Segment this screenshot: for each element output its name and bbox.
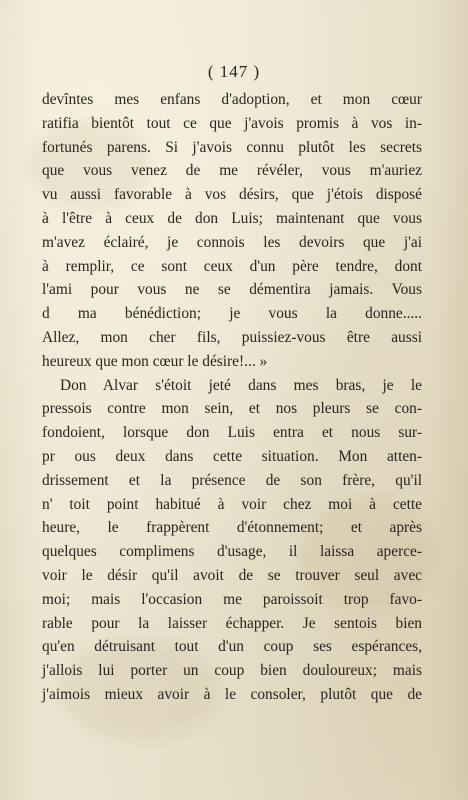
page-number: ( 147 ) <box>207 62 261 81</box>
text-line: j'allois lui porter un coup bien douloureux; mais <box>42 662 422 680</box>
text-line: rable pour la laisser échapper. Je sentois bien <box>42 614 422 632</box>
body-text <box>42 88 422 707</box>
text-line: m'avez éclairé, je connois les devoirs que j'ai <box>42 233 422 251</box>
text-line: qu'en détruisant tout d'un coup ses espérances, <box>42 638 422 656</box>
text-line: pr ous deux dans cette situation. Mon atten- <box>42 447 422 465</box>
text-line: n' toit point habitué à voir chez moi à cette <box>42 495 422 513</box>
text-line: l'ami pour vous ne se démentira jamais. Vous <box>42 281 422 299</box>
text-line: devîntes mes enfans d'adoption, et mon cœur <box>42 91 422 108</box>
text-line: que vous venez de me révéler, vous m'auriez <box>42 162 422 180</box>
text-line: heureux que mon cœur le désire!... » <box>42 352 268 370</box>
text-line: j'aimois mieux avoir à le consoler, plutôt que de <box>42 685 422 703</box>
text-line: à remplir, ce sont ceux d'un père tendre, dont <box>42 257 422 275</box>
text-line: pressois contre mon sein, et nos pleurs se con- <box>42 400 422 418</box>
text-line: ratifia bientôt tout ce que j'avois promis à vos in- <box>42 114 422 132</box>
text-line: fondoient, lorsque don Luis entra et nous sur- <box>42 424 422 442</box>
text-line: vu aussi favorable à vos désirs, que j'étois disposé <box>42 186 422 204</box>
text-line: d ma bénédiction; je vous la donne..... <box>42 305 422 323</box>
text-line: voir le désir qu'il avoit de se trouver seul avec <box>42 566 422 584</box>
text-line: moi; mais l'occasion me paroissoit trop favo- <box>42 590 422 608</box>
text-line: Don Alvar s'étoit jeté dans mes bras, je le <box>60 376 422 394</box>
text-line: heure, le frappèrent d'étonnement; et après <box>42 519 422 537</box>
text-line: quelques complimens d'usage, il laissa aperce- <box>42 543 422 561</box>
text-line: à l'être à ceux de don Luis; maintenant que vous <box>42 209 422 227</box>
text-line: drissement et la présence de son frère, qu'il <box>42 471 422 489</box>
text-line: fortunés parens. Si j'avois connu plutôt les secrets <box>42 138 422 156</box>
text-line: Allez, mon cher fils, puissiez-vous être aussi <box>42 328 422 346</box>
